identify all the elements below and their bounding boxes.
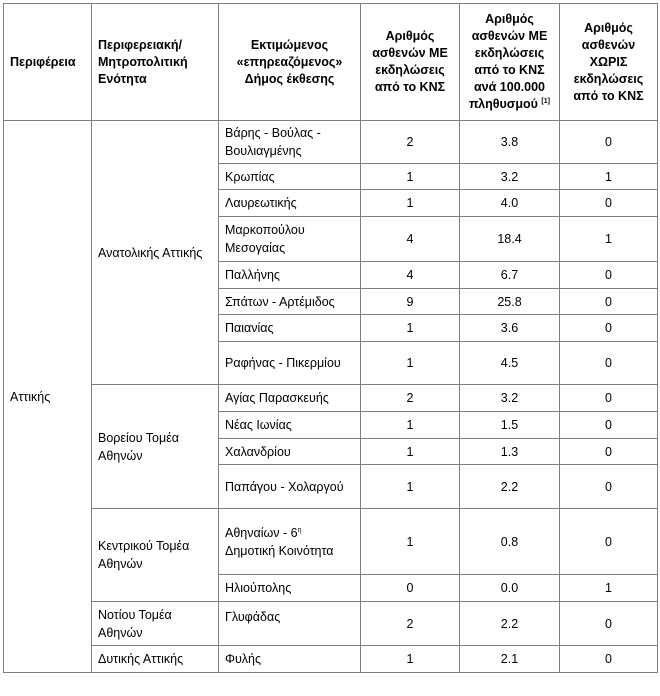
municipality-text: Δημοτική Κοινότητα (225, 543, 334, 558)
with-symptoms-cell: 1 (361, 342, 460, 385)
without-symptoms-cell: 0 (560, 509, 658, 575)
per-100k-cell: 3.2 (460, 164, 560, 190)
municipality-cell: Βάρης - Βούλας - Βουλιαγμένης (219, 121, 361, 164)
municipality-text: Αθηναίων - 6 (225, 525, 298, 540)
header-per-100k-text: Αριθμός ασθενών ΜΕ εκδηλώσεις από το ΚΝΣ ανά 100.000 πληθυσμού (469, 12, 548, 111)
per-100k-cell: 2.2 (460, 465, 560, 509)
with-symptoms-cell: 2 (361, 385, 460, 412)
per-100k-cell: 0.8 (460, 509, 560, 575)
municipality-cell: Γλυφάδας (219, 602, 361, 646)
with-symptoms-cell: 1 (361, 315, 460, 342)
without-symptoms-cell: 0 (560, 602, 658, 646)
with-symptoms-cell: 1 (361, 190, 460, 217)
unit-cell-east: Ανατολικής Αττικής (92, 121, 219, 385)
with-symptoms-cell: 1 (361, 439, 460, 465)
region-cell: Αττικής (4, 121, 92, 673)
header-unit: Περιφερειακή/ Μητροπολιτική Ενότητα (92, 4, 219, 121)
per-100k-cell: 4.0 (460, 190, 560, 217)
cases-table (3, 3, 658, 673)
footnote-ref: [1] (541, 97, 550, 105)
with-symptoms-cell: 1 (361, 465, 460, 509)
per-100k-cell: 2.2 (460, 602, 560, 646)
municipality-cell: Μαρκοπούλου Μεσογαίας (219, 217, 361, 262)
header-region: Περιφέρεια (4, 4, 92, 121)
with-symptoms-cell: 1 (361, 164, 460, 190)
without-symptoms-cell: 0 (560, 385, 658, 412)
per-100k-cell: 2.1 (460, 646, 560, 673)
with-symptoms-cell: 4 (361, 217, 460, 262)
municipality-cell: Αγίας Παρασκευής (219, 385, 361, 412)
table-row (4, 646, 658, 673)
without-symptoms-cell: 0 (560, 289, 658, 315)
header-with-symptoms: Αριθμός ασθενών ΜΕ εκδηλώσεις από το ΚΝΣ (361, 4, 460, 121)
municipality-cell: Χαλανδρίου (219, 439, 361, 465)
unit-cell-west: Δυτικής Αττικής (92, 646, 219, 673)
table-row (4, 121, 658, 164)
municipality-cell: Παλλήνης (219, 262, 361, 289)
without-symptoms-cell: 0 (560, 190, 658, 217)
municipality-cell: Νέας Ιωνίας (219, 412, 361, 439)
without-symptoms-cell: 1 (560, 217, 658, 262)
without-symptoms-cell: 0 (560, 465, 658, 509)
without-symptoms-cell: 0 (560, 412, 658, 439)
with-symptoms-cell: 0 (361, 575, 460, 602)
unit-cell-south: Νοτίου Τομέα Αθηνών (92, 602, 219, 646)
with-symptoms-cell: 1 (361, 646, 460, 673)
header-municipality: Εκτιμώμενος «επηρεαζόμενος» Δήμος έκθεσης (219, 4, 361, 121)
table-row (4, 385, 658, 412)
per-100k-cell: 18.4 (460, 217, 560, 262)
without-symptoms-cell: 1 (560, 575, 658, 602)
per-100k-cell: 6.7 (460, 262, 560, 289)
municipality-cell: Κρωπίας (219, 164, 361, 190)
unit-cell-north: Βορείου Τομέα Αθηνών (92, 385, 219, 509)
without-symptoms-cell: 1 (560, 164, 658, 190)
per-100k-cell: 25.8 (460, 289, 560, 315)
without-symptoms-cell: 0 (560, 121, 658, 164)
without-symptoms-cell: 0 (560, 342, 658, 385)
with-symptoms-cell: 4 (361, 262, 460, 289)
header-per-100k (460, 4, 560, 121)
municipality-cell: Φυλής (219, 646, 361, 673)
municipality-cell: Παιανίας (219, 315, 361, 342)
municipality-cell: Σπάτων - Αρτέμιδος (219, 289, 361, 315)
header-without-symptoms: Αριθμός ασθενών ΧΩΡΙΣ εκδηλώσεις από το ΚΝΣ (560, 4, 658, 121)
header-row (4, 4, 658, 121)
per-100k-cell: 3.8 (460, 121, 560, 164)
municipality-cell: Παπάγου - Χολαργού (219, 465, 361, 509)
without-symptoms-cell: 0 (560, 439, 658, 465)
municipality-cell: Ραφήνας - Πικερμίου (219, 342, 361, 385)
per-100k-cell: 0.0 (460, 575, 560, 602)
with-symptoms-cell: 2 (361, 121, 460, 164)
per-100k-cell: 1.5 (460, 412, 560, 439)
municipality-cell: Λαυρεωτικής (219, 190, 361, 217)
without-symptoms-cell: 0 (560, 262, 658, 289)
per-100k-cell: 3.2 (460, 385, 560, 412)
without-symptoms-cell: 0 (560, 646, 658, 673)
with-symptoms-cell: 1 (361, 509, 460, 575)
municipality-cell: Ηλιούπολης (219, 575, 361, 602)
with-symptoms-cell: 2 (361, 602, 460, 646)
table-row (4, 509, 658, 575)
unit-cell-central: Κεντρικού Τομέα Αθηνών (92, 509, 219, 602)
ordinal-suffix: η (297, 526, 302, 534)
municipality-cell (219, 509, 361, 575)
per-100k-cell: 3.6 (460, 315, 560, 342)
without-symptoms-cell: 0 (560, 315, 658, 342)
per-100k-cell: 4.5 (460, 342, 560, 385)
with-symptoms-cell: 9 (361, 289, 460, 315)
per-100k-cell: 1.3 (460, 439, 560, 465)
table-row (4, 602, 658, 646)
with-symptoms-cell: 1 (361, 412, 460, 439)
